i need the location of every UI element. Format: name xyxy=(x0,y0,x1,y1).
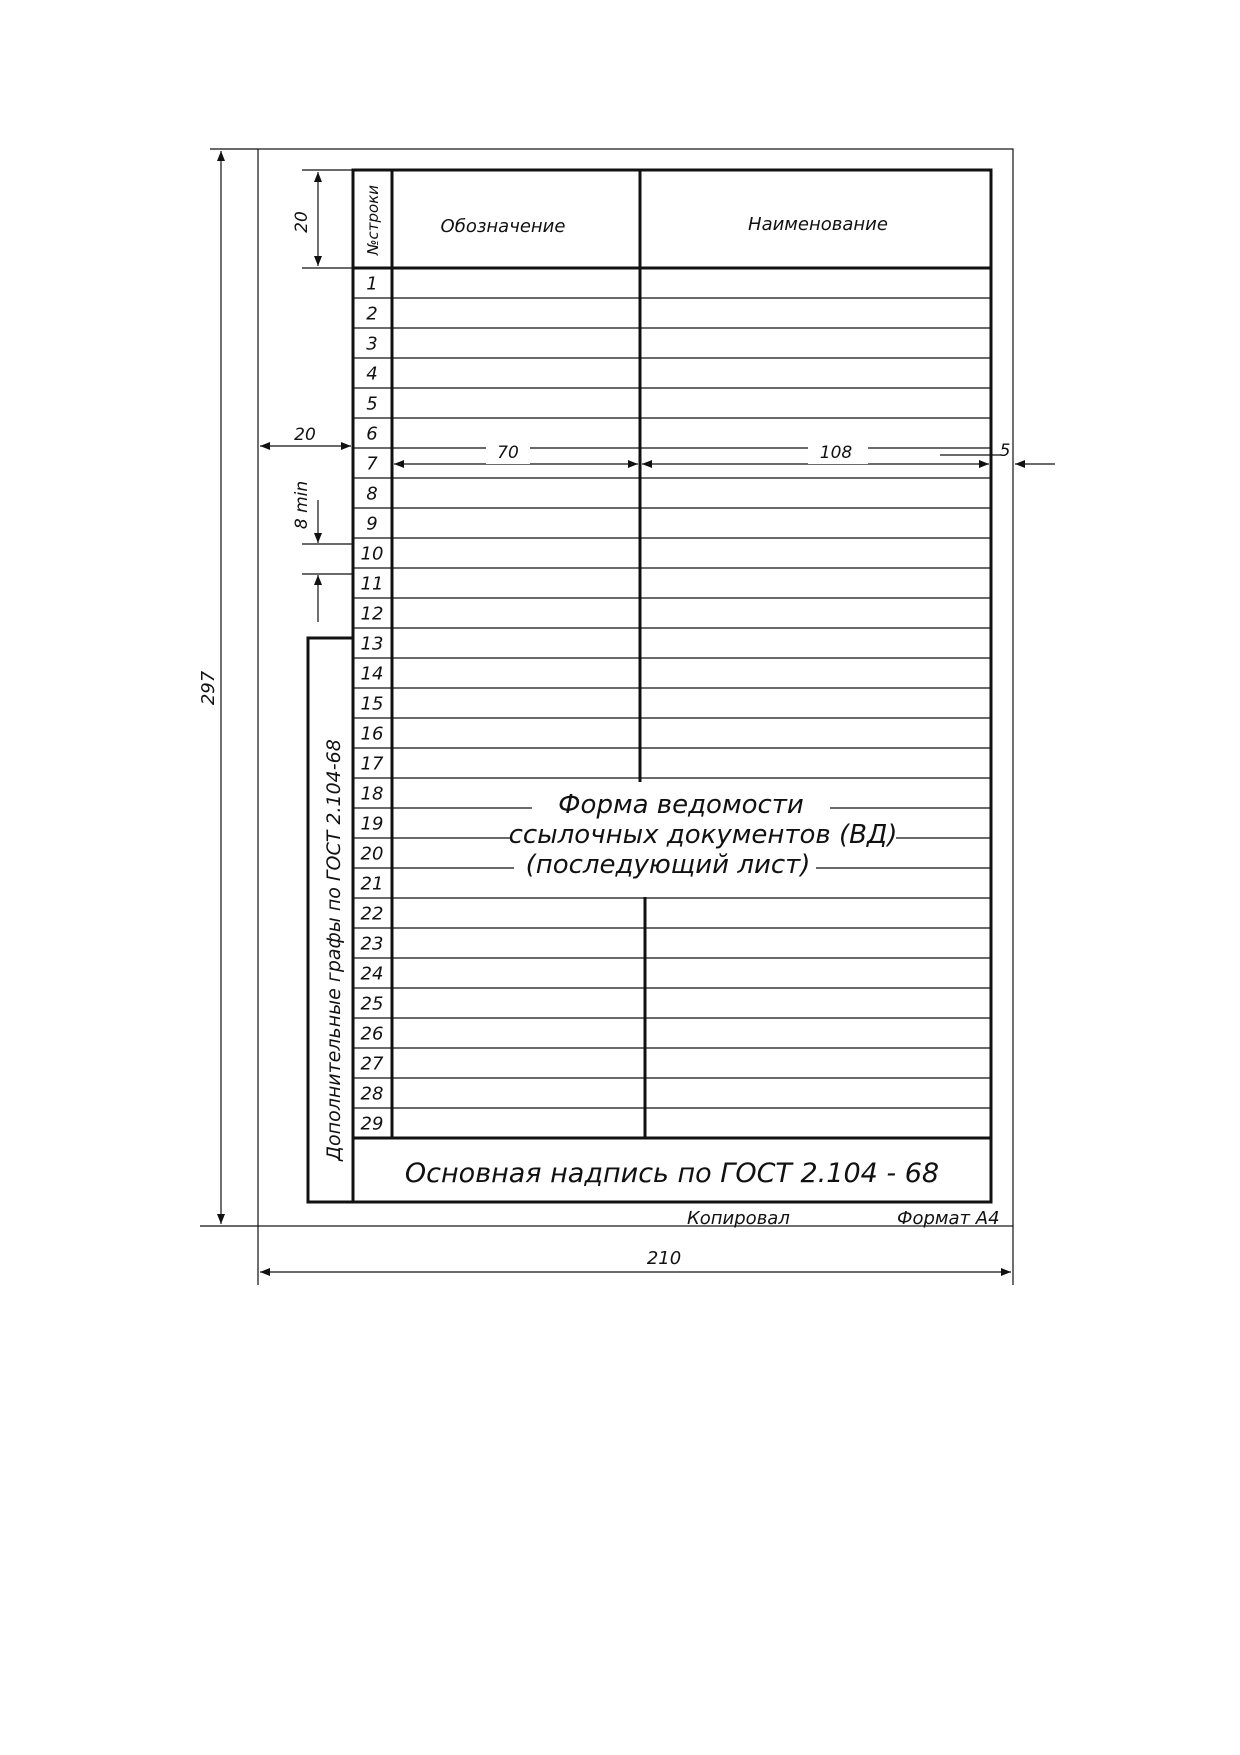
row-number: 22 xyxy=(360,903,384,925)
row-number: 8 xyxy=(366,483,378,505)
row-number: 23 xyxy=(360,933,384,955)
row-number: 24 xyxy=(360,963,384,985)
row-number: 16 xyxy=(360,723,384,745)
row-number: 6 xyxy=(366,423,378,445)
row-number: 15 xyxy=(360,693,384,715)
row-number: 7 xyxy=(366,453,378,475)
row-lines xyxy=(353,298,991,1108)
row-number: 14 xyxy=(360,663,384,685)
row-number: 10 xyxy=(360,543,384,565)
designation-header: Обозначение xyxy=(440,216,566,237)
row-number: 26 xyxy=(360,1023,384,1045)
row-number: 20 xyxy=(360,843,384,865)
center-title-line-2: ссылочных документов (ВД) xyxy=(508,820,898,850)
row-number: 17 xyxy=(360,753,384,775)
additional-columns-label: Дополнительные графы по ГОСТ 2.104-68 xyxy=(323,739,345,1161)
row-number: 19 xyxy=(360,813,384,835)
row-number: 2 xyxy=(366,303,378,325)
format-label: Формат А4 xyxy=(897,1208,1000,1229)
dim-right-margin: 5 xyxy=(999,441,1011,461)
main-frame xyxy=(353,170,991,1202)
row-numbers xyxy=(361,274,384,1135)
row-number: 27 xyxy=(360,1053,384,1075)
row-number: 28 xyxy=(360,1083,384,1105)
dim-sheet-width: 210 xyxy=(646,1248,682,1269)
dim-header-height: 20 xyxy=(292,211,312,233)
row-number: 18 xyxy=(360,783,384,805)
row-number: 25 xyxy=(360,993,384,1015)
row-number-header: №строки xyxy=(364,184,382,256)
name-header: Наименование xyxy=(748,214,888,235)
row-number: 11 xyxy=(360,573,384,595)
dim-min-row: 8 min xyxy=(292,480,312,530)
center-title-line-1: Форма ведомости xyxy=(558,790,804,820)
row-number: 13 xyxy=(360,633,384,655)
copied-label: Копировал xyxy=(687,1208,790,1229)
dim-left-margin: 20 xyxy=(294,425,316,445)
title-block-label: Основная надпись по ГОСТ 2.104 - 68 xyxy=(404,1158,940,1189)
center-title-line-3: (последующий лист) xyxy=(525,850,811,880)
dim-sheet-height: 297 xyxy=(198,670,219,706)
row-number: 5 xyxy=(366,393,378,415)
row-number: 21 xyxy=(360,873,384,895)
dim-col-name: 108 xyxy=(819,443,853,463)
row-number: 9 xyxy=(366,513,378,535)
row-number: 29 xyxy=(360,1113,384,1135)
row-number: 3 xyxy=(366,333,378,355)
dim-col-designation: 70 xyxy=(497,443,519,463)
row-number: 4 xyxy=(366,363,378,385)
row-number: 1 xyxy=(366,273,378,295)
row-number: 12 xyxy=(360,603,384,625)
